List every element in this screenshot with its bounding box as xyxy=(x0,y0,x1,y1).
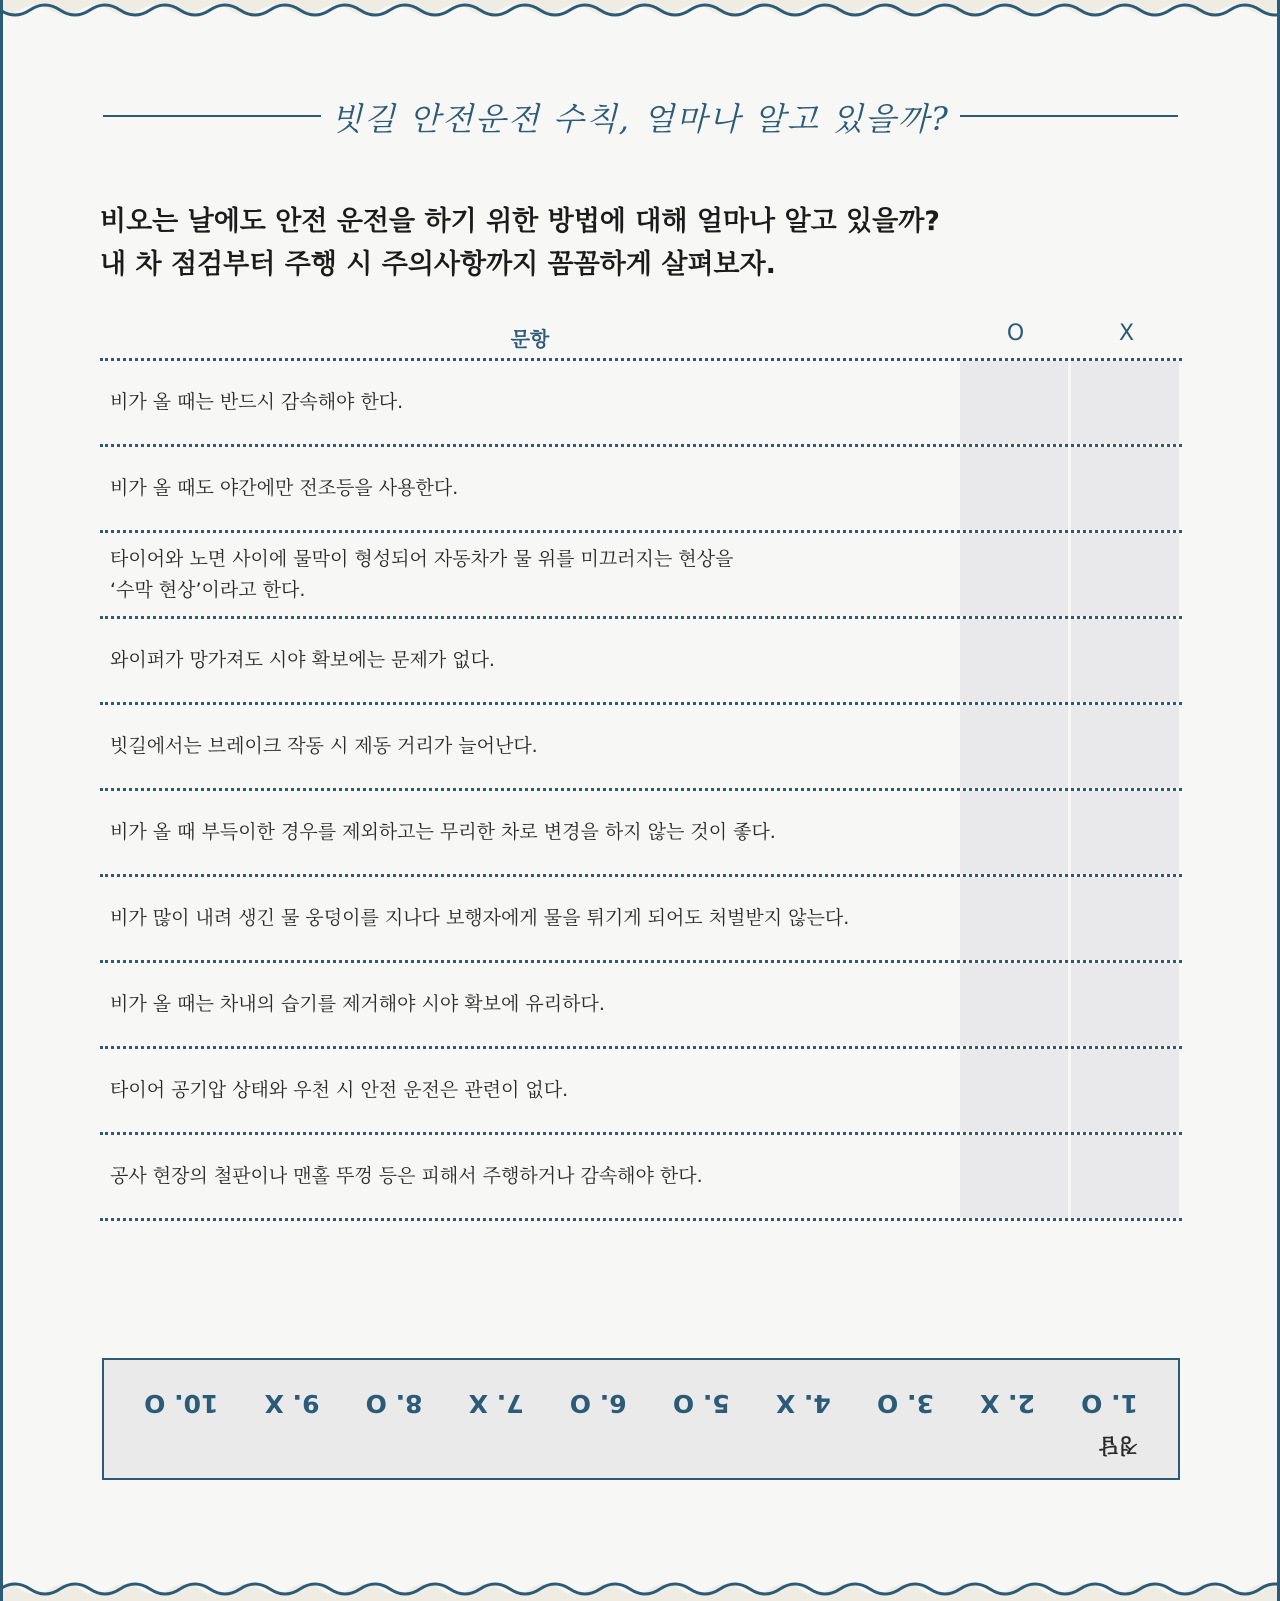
answer-cell-o[interactable] xyxy=(960,963,1068,1046)
answer-cell-o[interactable] xyxy=(960,619,1068,702)
question-text: 비가 올 때도 야간에만 전조등을 사용한다. xyxy=(110,477,459,499)
bottom-wave-border xyxy=(0,1575,1280,1601)
table-row xyxy=(100,877,1182,963)
answer-item: 10. O xyxy=(144,1389,219,1418)
answer-item: 3. O xyxy=(877,1389,934,1418)
title-row xyxy=(103,88,1178,140)
answer-cell-x[interactable] xyxy=(1071,963,1179,1046)
answer-item: 4. X xyxy=(775,1389,831,1418)
answer-cell-x[interactable] xyxy=(1071,1135,1179,1218)
table-row xyxy=(100,1135,1182,1221)
table-row xyxy=(100,447,1182,533)
question-text: 타이어와 노면 사이에 물막이 형성되어 자동차가 물 위를 미끄러지는 현상을 ‘수막 현상’이라고 한다. xyxy=(110,547,734,601)
table-row xyxy=(100,361,1182,447)
table-row xyxy=(100,963,1182,1049)
question-text: 비가 올 때는 반드시 감속해야 한다. xyxy=(110,391,404,413)
answer-cell-x[interactable] xyxy=(1071,877,1179,960)
intro-line-1: 비오는 날에도 안전 운전을 하기 위한 방법에 대해 얼마나 알고 있을까? xyxy=(100,206,940,237)
answer-item: 1. O xyxy=(1081,1389,1138,1418)
answer-key-label: 정답 xyxy=(1099,1434,1138,1458)
answer-item: 2. X xyxy=(980,1389,1035,1418)
top-wave-border xyxy=(0,0,1280,26)
answer-key-upside-down xyxy=(104,1360,1178,1478)
page-title: 빗길 안전운전 수칙, 얼마나 알고 있을까? xyxy=(103,94,1178,140)
table-row xyxy=(100,619,1182,705)
answer-cell-x[interactable] xyxy=(1071,447,1179,530)
header-o: O xyxy=(1006,321,1025,346)
question-text: 공사 현장의 철판이나 맨홀 뚜껑 등은 피해서 주행하거나 감속해야 한다. xyxy=(110,1165,703,1187)
answer-item: 9. X xyxy=(264,1389,320,1418)
answer-cell-o[interactable] xyxy=(960,1049,1068,1132)
answer-key-list xyxy=(144,1389,1138,1418)
header-question: 문항 xyxy=(510,327,550,351)
question-text: 빗길에서는 브레이크 작동 시 제동 거리가 늘어난다. xyxy=(110,735,538,757)
left-border xyxy=(0,0,3,1601)
answer-cell-o[interactable] xyxy=(960,447,1068,530)
answer-cell-o[interactable] xyxy=(960,791,1068,874)
answer-cell-x[interactable] xyxy=(1071,705,1179,788)
question-text: 타이어 공기압 상태와 우천 시 안전 운전은 관련이 없다. xyxy=(110,1079,569,1101)
answer-cell-o[interactable] xyxy=(960,877,1068,960)
answer-item: 5. O xyxy=(672,1389,730,1418)
answer-cell-o[interactable] xyxy=(960,705,1068,788)
intro-text xyxy=(100,200,1100,286)
answer-cell-x[interactable] xyxy=(1071,533,1179,616)
intro-line-2: 내 차 점검부터 주행 시 주의사항까지 꼼꼼하게 살펴보자. xyxy=(100,249,776,280)
question-text: 와이퍼가 망가져도 시야 확보에는 문제가 없다. xyxy=(110,649,495,671)
table-header xyxy=(100,315,1182,361)
table-row xyxy=(100,705,1182,791)
answer-cell-x[interactable] xyxy=(1071,361,1179,444)
answer-cell-x[interactable] xyxy=(1071,619,1179,702)
answer-item: 8. O xyxy=(365,1389,423,1418)
answer-cell-o[interactable] xyxy=(960,533,1068,616)
question-text: 비가 많이 내려 생긴 물 웅덩이를 지나다 보행자에게 물을 튀기게 되어도 처벌받지 않는다. xyxy=(110,907,850,929)
question-text: 비가 올 때는 차내의 습기를 제거해야 시야 확보에 유리하다. xyxy=(110,993,605,1015)
answer-cell-o[interactable] xyxy=(960,1135,1068,1218)
answer-cell-o[interactable] xyxy=(960,361,1068,444)
quiz-table xyxy=(100,315,1182,1221)
answer-item: 7. X xyxy=(468,1389,524,1418)
table-row xyxy=(100,1049,1182,1135)
table-row xyxy=(100,533,1182,619)
answer-key-box xyxy=(102,1358,1180,1480)
answer-cell-x[interactable] xyxy=(1071,1049,1179,1132)
answer-item: 6. O xyxy=(569,1389,627,1418)
answer-cell-x[interactable] xyxy=(1071,791,1179,874)
question-text: 비가 올 때 부득이한 경우를 제외하고는 무리한 차로 변경을 하지 않는 것이 좋다. xyxy=(110,821,776,843)
header-x: X xyxy=(1118,321,1135,346)
table-row xyxy=(100,791,1182,877)
